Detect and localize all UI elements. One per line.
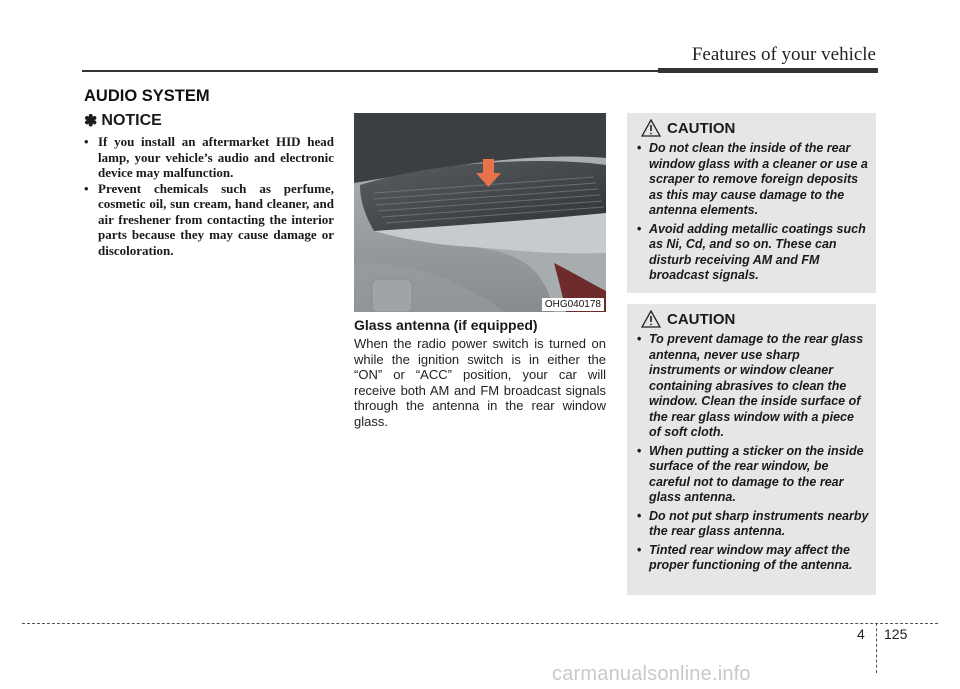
asterisk-icon: ✽ <box>84 113 98 130</box>
antenna-title: Glass antenna (if equipped) <box>354 317 538 333</box>
caution-heading <box>641 119 735 137</box>
caution-item: • Tinted rear window may affect the proper functioning of the antenna. <box>637 543 869 574</box>
warning-triangle-icon <box>641 119 661 137</box>
watermark: carmanualsonline.info <box>552 663 751 685</box>
page-header-title: Features of your vehicle <box>691 44 876 65</box>
caution-heading <box>641 310 735 328</box>
caution-list <box>637 332 869 577</box>
page-number: 125 <box>884 626 908 642</box>
chapter-number: 4 <box>857 626 865 642</box>
notice-heading-label: NOTICE <box>101 112 162 129</box>
caution-heading-label: CAUTION <box>667 310 736 328</box>
section-title: AUDIO SYSTEM <box>84 87 210 105</box>
notice-item: • Prevent chemicals such as perfume, cosmetic oil, sun cream, hand cleaner, and air freshener from contacting the interior parts because they may cause damage or discoloration. <box>84 181 334 259</box>
warning-triangle-icon <box>641 310 661 328</box>
antenna-body: When the radio power switch is turned on while the ignition switch is in either the “ON” or “ACC” position, your car will receive both AM and FM broadcast signals through the antenna in the rear window glass. <box>354 336 606 429</box>
caution-item: • When putting a sticker on the inside surface of the rear window, be careful not to damage to the rear glass antenna. <box>637 444 869 506</box>
caution-item: • Avoid adding metallic coatings such as Ni, Cd, and so on. These can disturb receiving AM and FM broadcast signals. <box>637 222 869 284</box>
footer-rule <box>22 623 938 624</box>
notice-item: • If you install an aftermarket HID head lamp, your vehicle’s audio and electronic device may malfunction. <box>84 134 334 181</box>
caution-item: • Do not put sharp instruments nearby the rear glass antenna. <box>637 509 869 540</box>
car-rear-illustration <box>354 113 606 312</box>
caution-item: • Do not clean the inside of the rear window glass with a cleaner or use a scraper to remove foreign deposits as this may cause damage to the antenna elements. <box>637 141 869 219</box>
notice-heading <box>84 111 334 131</box>
notice-block <box>84 111 334 258</box>
caution-list <box>637 141 869 287</box>
rear-window-photo <box>354 113 606 312</box>
caution-heading-label: CAUTION <box>667 119 736 137</box>
figure-code: OHG040178 <box>542 298 604 311</box>
notice-list <box>84 134 334 258</box>
caution-box <box>627 304 876 595</box>
header-rule-accent <box>658 68 878 73</box>
caution-item: • To prevent damage to the rear glass antenna, never use sharp instruments or window cleaner containing abrasives to clean the window. Clean the inside surface of the rear glass window with a piece of soft cloth. <box>637 332 869 441</box>
footer-divider <box>876 623 877 673</box>
caution-box <box>627 113 876 293</box>
